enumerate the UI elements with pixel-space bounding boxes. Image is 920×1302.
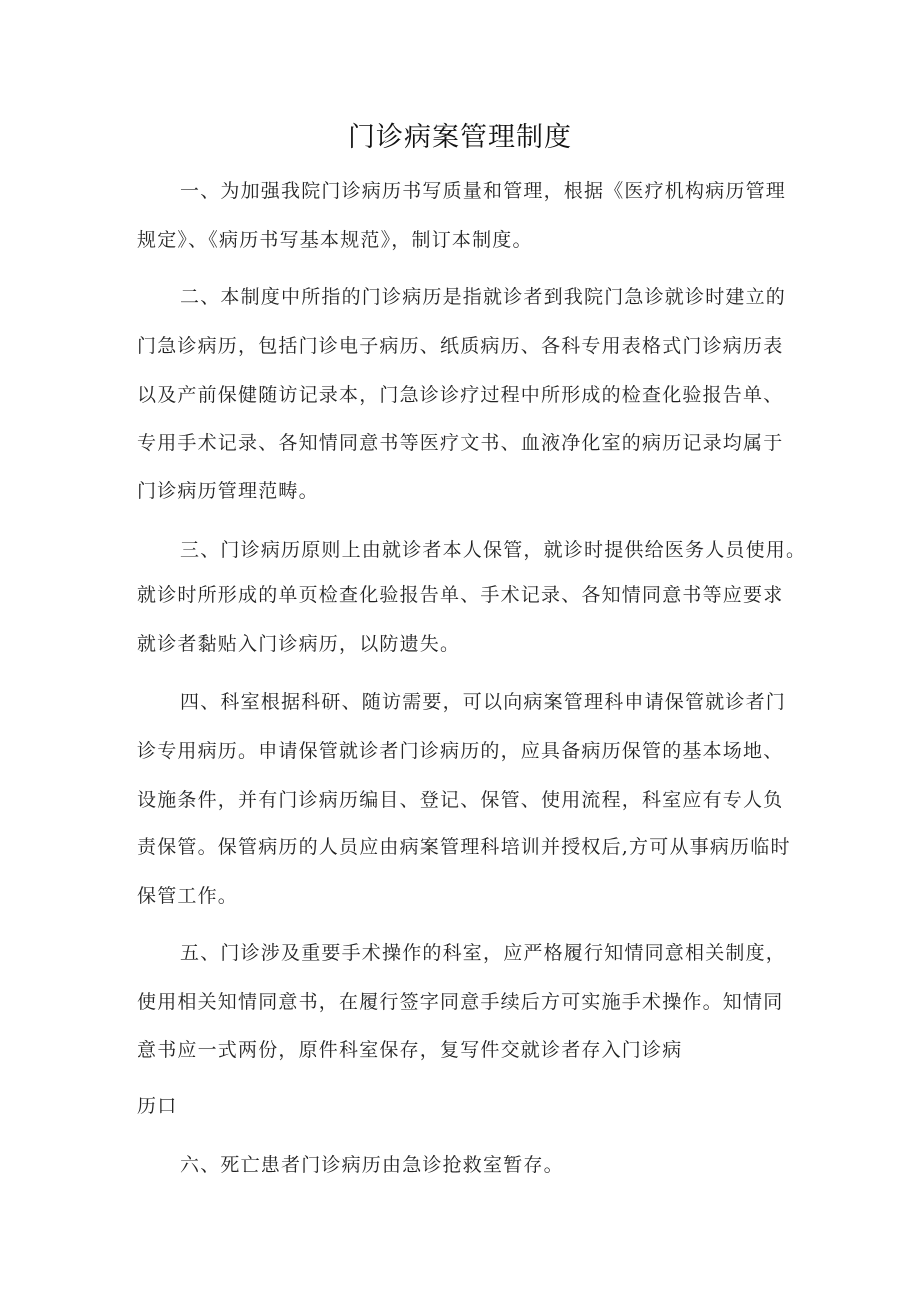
paragraph-2-line-5: 门诊病历管理范畴。 — [137, 480, 319, 502]
paragraph-5-line-4: 历口 — [137, 1095, 178, 1117]
paragraph-4-line-2: 诊专用病历。申请保管就诊者门诊病历的，应具备病历保管的基本场地、 — [137, 740, 784, 762]
paragraph-6-line-1: 六、死亡患者门诊病历由急诊抢救室暂存。 — [180, 1154, 564, 1176]
paragraph-4-line-3: 设施条件，并有门诊病历编目、登记、保管、使用流程，科室应有专人负 — [137, 789, 784, 811]
paragraph-1-line-1: 一、为加强我院门诊病历书写质量和管理，根据《医疗机构病历管理 — [180, 180, 787, 202]
document-title: 门诊病案管理制度 — [348, 122, 572, 153]
paragraph-3-line-3: 就诊者黏贴入门诊病历，以防遗失。 — [137, 633, 461, 655]
paragraph-2-line-4: 专用手术记录、各知情同意书等医疗文书、血液净化室的病历记录均属于 — [137, 432, 784, 454]
paragraph-2-line-2: 门急诊病历，包括门诊电子病历、纸质病历、各科专用表格式门诊病历表 — [137, 335, 784, 357]
paragraph-4-line-4: 责保管。保管病历的人员应由病案管理科培训并授权后,方可从事病历临时 — [137, 836, 791, 858]
paragraph-3-line-2: 就诊时所形成的单页检查化验报告单、手术记录、各知情同意书等应要求 — [137, 584, 784, 606]
paragraph-4-line-5: 保管工作。 — [137, 885, 239, 907]
paragraph-5-line-2: 使用相关知情同意书，在履行签字同意手续后方可实施手术操作。知情同 — [137, 991, 784, 1013]
paragraph-2-line-1: 二、本制度中所指的门诊病历是指就诊者到我院门急诊就诊时建立的 — [180, 286, 787, 308]
paragraph-5-line-3: 意书应一式两份，原件科室保存，复写件交就诊者存入门诊病 — [137, 1039, 683, 1061]
paragraph-5-line-1: 五、门诊涉及重要手术操作的科室，应严格履行知情同意相关制度， — [180, 942, 787, 964]
paragraph-2-line-3: 以及产前保健随访记录本，门急诊诊疗过程中所形成的检查化验报告单、 — [137, 384, 784, 406]
paragraph-3-line-1: 三、门诊病历原则上由就诊者本人保管，就诊时提供给医务人员使用。 — [180, 539, 807, 561]
paragraph-1-line-2: 规定》、《病历书写基本规范》，制订本制度。 — [137, 229, 533, 251]
paragraph-4-line-1: 四、科室根据科研、随访需要，可以向病案管理科申请保管就诊者门 — [180, 691, 787, 713]
